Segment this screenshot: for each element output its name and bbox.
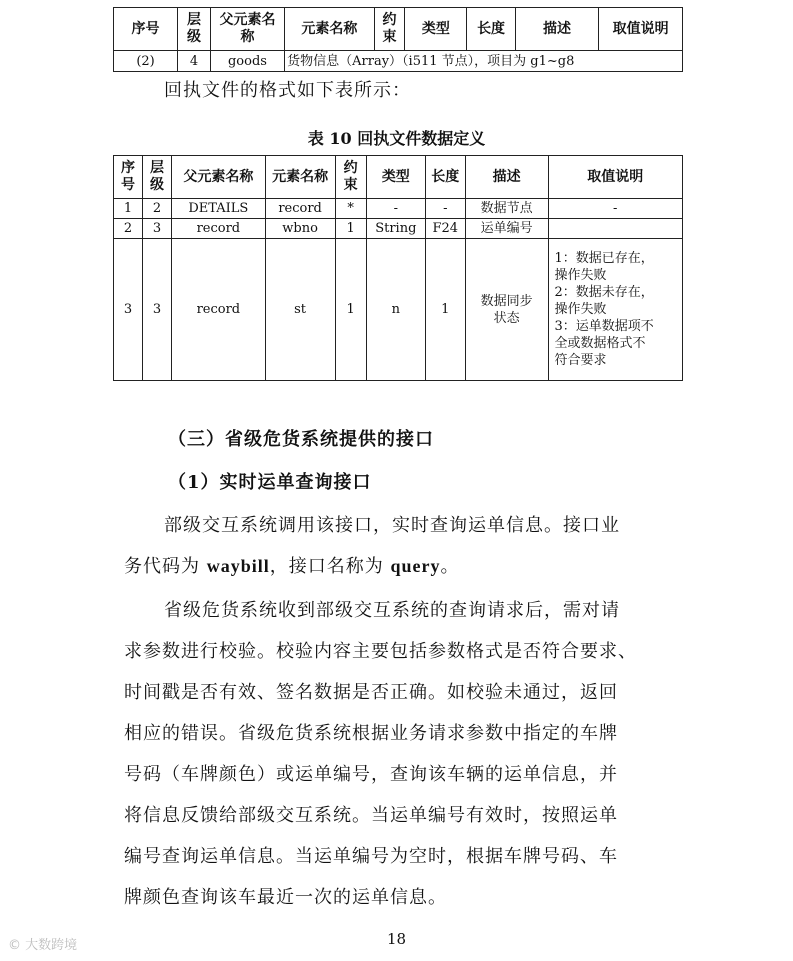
cell: *	[335, 199, 366, 219]
text: ，接口名称为	[269, 556, 391, 577]
cell: 1	[335, 219, 366, 239]
paragraph-line: 求参数进行校验。校验内容主要包括参数格式是否符合要求、	[124, 641, 637, 662]
header-cell: 层级	[143, 156, 172, 199]
header-cell: 父元素名称	[210, 8, 284, 51]
section-subheading: （1）实时运单查询接口	[168, 472, 372, 493]
header-cell: 描述	[465, 156, 548, 199]
cell: 1	[425, 239, 465, 381]
cell: String	[366, 219, 425, 239]
header-cell: 类型	[405, 8, 467, 51]
text: 务代码为	[124, 556, 207, 577]
paragraph-line: 将信息反馈给部级交互系统。当运单编号有效时，按照运单	[124, 805, 618, 826]
paragraph-line: 时间戳是否有效、签名数据是否正确。如校验未通过，返回	[124, 682, 618, 703]
table-row	[114, 239, 683, 381]
cell: 数据节点	[465, 199, 548, 219]
cell: 数据同步状态	[465, 239, 548, 381]
cell: -	[366, 199, 425, 219]
intro-text: 回执文件的格式如下表所示：	[164, 80, 411, 101]
header-cell: 父元素名称	[172, 156, 266, 199]
header-cell: 约束	[374, 8, 405, 51]
cell: n	[366, 239, 425, 381]
header-cell: 序号	[114, 8, 178, 51]
st-note: 2：数据未存在，	[554, 285, 654, 300]
table-row	[114, 219, 683, 239]
cell: 1	[114, 199, 143, 219]
cell: 货物信息（Array）（i511 节点），项目为 g1~g8	[285, 51, 683, 72]
st-note: 操作失败	[554, 302, 607, 317]
cell: 1	[335, 239, 366, 381]
watermark: © 大数跨境	[8, 938, 78, 953]
header-cell: 元素名称	[285, 8, 374, 51]
table-10	[113, 155, 683, 381]
cell: 3	[143, 239, 172, 381]
st-notes-cell	[548, 239, 683, 381]
header-cell: 序号	[114, 156, 143, 199]
header-cell: 取值说明	[599, 8, 683, 51]
cell: -	[425, 199, 465, 219]
page-number: 18	[386, 930, 407, 948]
cell: 2	[114, 219, 143, 239]
paragraph-line	[124, 552, 459, 578]
cell: record	[172, 239, 266, 381]
cell: record	[172, 219, 266, 239]
st-note: 3：运单数据项不	[554, 319, 654, 334]
table-caption: 表 10 回执文件数据定义	[307, 129, 486, 148]
paragraph-line: 相应的错误。省级危货系统根据业务请求参数中指定的车牌	[124, 723, 618, 744]
cell: 3	[143, 219, 172, 239]
paragraph-line: 号码（车牌颜色）或运单编号，查询该车辆的运单信息，并	[124, 764, 618, 785]
cell: st	[265, 239, 335, 381]
header-cell: 长度	[425, 156, 465, 199]
business-code: waybill	[206, 556, 270, 576]
top-table	[113, 7, 683, 72]
header-cell: 描述	[515, 8, 599, 51]
cell: (2)	[114, 51, 178, 72]
cell: DETAILS	[172, 199, 266, 219]
header-cell: 取值说明	[548, 156, 683, 199]
interface-name: query	[390, 556, 441, 576]
table-row	[114, 51, 683, 72]
paragraph-line: 省级危货系统收到部级交互系统的查询请求后，需对请	[164, 600, 620, 621]
cell: goods	[210, 51, 284, 72]
paragraph-line: 牌颜色查询该车最近一次的运单信息。	[124, 887, 447, 908]
cell: 4	[178, 51, 211, 72]
st-note: 操作失败	[554, 268, 607, 283]
cell: wbno	[265, 219, 335, 239]
paragraph-line: 编号查询运单信息。当运单编号为空时，根据车牌号码、车	[124, 846, 618, 867]
st-note: 1：数据已存在，	[554, 251, 654, 266]
header-cell: 约束	[335, 156, 366, 199]
cell: F24	[425, 219, 465, 239]
paragraph-line: 部级交互系统调用该接口，实时查询运单信息。接口业	[164, 515, 620, 536]
header-cell: 长度	[467, 8, 515, 51]
text: 。	[440, 556, 460, 577]
cell: 2	[143, 199, 172, 219]
header-cell: 层级	[178, 8, 211, 51]
cell: -	[548, 199, 683, 219]
section-heading: （三）省级危货系统提供的接口	[168, 429, 434, 450]
table-header-row	[114, 156, 683, 199]
table-row	[114, 199, 683, 219]
header-cell: 元素名称	[265, 156, 335, 199]
header-cell: 类型	[366, 156, 425, 199]
cell: record	[265, 199, 335, 219]
cell	[548, 219, 683, 239]
st-note: 全或数据格式不	[554, 336, 646, 351]
cell: 运单编号	[465, 219, 548, 239]
table-header-row	[114, 8, 683, 51]
st-note: 符合要求	[554, 353, 607, 368]
cell: 3	[114, 239, 143, 381]
